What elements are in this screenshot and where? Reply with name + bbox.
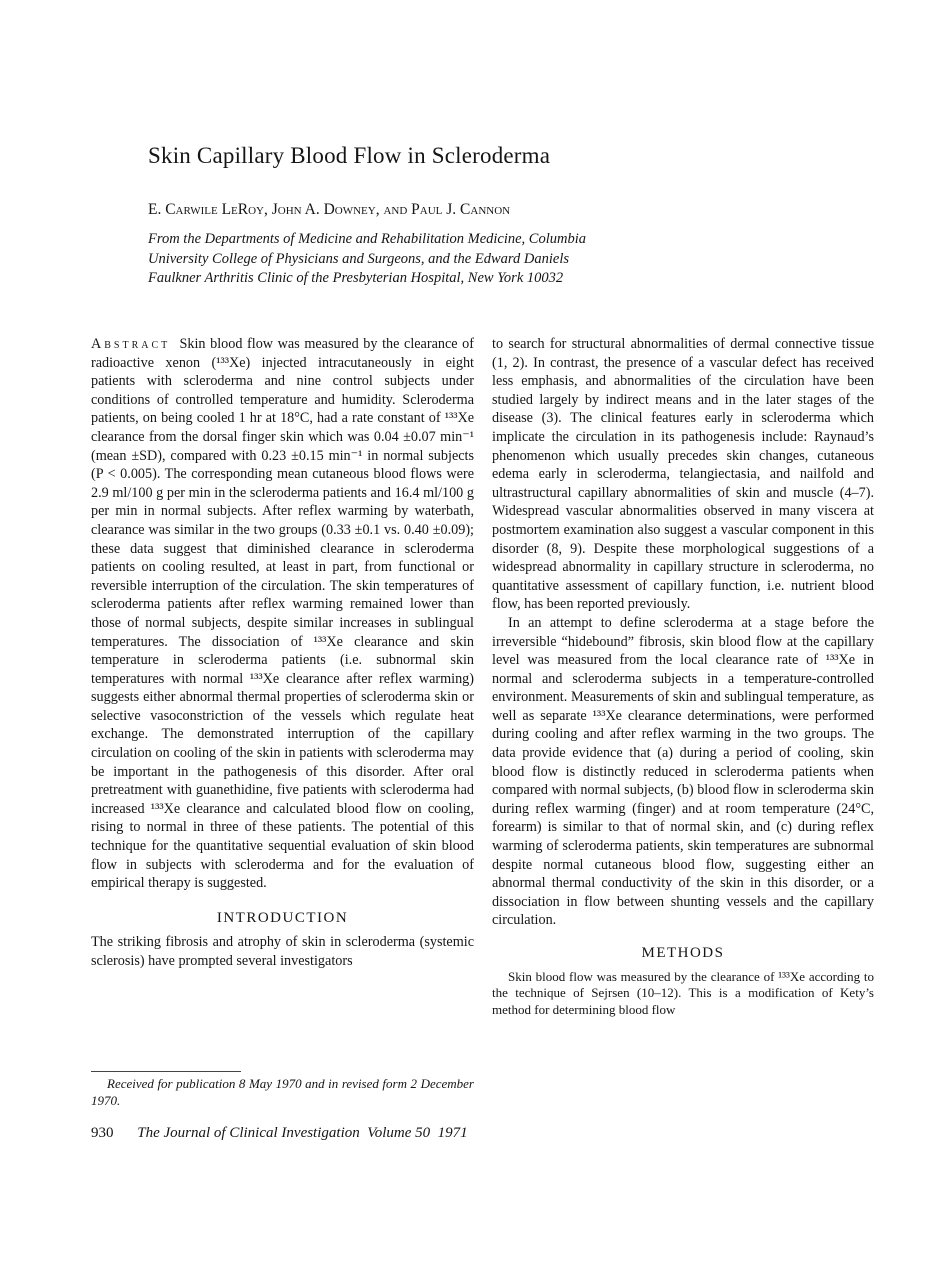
abstract-label: Abstract — [91, 336, 171, 352]
abstract-paragraph — [91, 335, 474, 893]
introduction-paragraph-2: In an attempt to define scleroderma at a stage before the irreversible “hidebound” fibrosis, skin blood flow at the capillary level was measured from the local clearance rate of ¹³³Xe in normal and scleroderma subjects in a temperature-controlled environment. Measurements of skin and sublingual temperature, as well as separate ¹³³Xe clearance determinations, were performed during cooling and after reflex warming in the two groups. The data provide evidence that (a) during a period of cooling, skin blood flow is distinctly reduced in scleroderma patients when compared with normal subjects, (b) blood flow in scleroderma skin during reflex warming (finger) and at room temperature (24°C, forearm) is similar to that of normal skin, and (c) during reflex warming of scleroderma patients, skin temperatures are subnormal despite normal cutaneous blood flow, suggesting either an abnormal thermal conductivity of the skin in this disorder, or a dissociation in flow between shunting vessels and the capillary circulation. — [492, 614, 874, 929]
article-title: Skin Capillary Blood Flow in Scleroderma — [148, 143, 551, 168]
abstract-text: Skin blood flow was measured by the clearance of radioactive xenon (¹³³Xe) injected intracutaneously in eight patients with scleroderma and nine control subjects under conditions of controlled temperature and humidity. Scleroderma patients, on being cooled 1 hr at 18°C, had a rate constant of ¹³³Xe clearance from the dorsal finger skin which was 0.04 ±0.07 min⁻¹ (mean ±SD), compared with 0.23 ±0.15 min⁻¹ in normal subjects (P < 0.005). The corresponding mean cutaneous blood flows were 2.9 ml/100 g per min in the scleroderma patients and 16.4 ml/100 g per min in normal subjects. After reflex warming by waterbath, clearance was similar in the two groups (0.33 ±0.1 vs. 0.40 ±0.09); these data suggest that diminished clearance in scleroderma patients on cooling resulted, at least in part, from functional or reversible interruption of the circulation. The skin temperatures of scleroderma patients after reflex warming remained lower than those of normal subjects, despite similar increases in sublingual temperatures. The dissociation of ¹³³Xe clearance and skin temperature in scleroderma patients (i.e. subnormal skin temperatures with normal ¹³³Xe clearance after reflex warming) suggests either abnormal thermal properties of scleroderma skin or selective vasoconstriction of the vessels which regulate heat exchange. The demonstrated interruption of the capillary circulation on cooling of the skin in patients with scleroderma may be important in the pathogenesis of this disorder. After oral pretreatment with guanethidine, five patients with scleroderma had increased ¹³³Xe clearance and calculated blood flow on cooling, rising to normal in three of these patients. The potential of this technique for the quantitative sequential evaluation of skin blood flow in subjects with scleroderma and for the evaluation of empirical therapy is suggested. — [91, 336, 474, 892]
methods-heading: METHODS — [641, 945, 725, 961]
methods-paragraph: Skin blood flow was measured by the clearance of ¹³³Xe according to the technique of Sejrsen (10–12). This is a modification of Kety’s method for determining blood flow — [492, 968, 874, 1017]
journal-citation: The Journal of Clinical Investigation Volume 50 1971 — [137, 1125, 468, 1141]
received-footnote: Received for publication 8 May 1970 and in revised form 2 December 1970. — [91, 1076, 474, 1108]
introduction-paragraph-continued: to search for structural abnormalities of dermal connective tissue (1, 2). In contrast, the presence of a vascular defect has received less emphasis, and abnormalities of the circulation have been studied largely by indirect means and in the later stages of the disease (3). The clinical features early in scleroderma which implicate the circulation in its pathogenesis include: Raynaud’s phenomenon which usually precedes skin changes, cutaneous edema early in scleroderma, telangiectasia, and nailfold and ultrastructural capillary abnormalities of skin and muscle (4–7). Widespread vascular abnormalities observed in many viscera at postmortem examination also suggest a vascular component in this disorder (8, 9). Despite these morphological suggestions of a widespread abnormality in capillary structure in scleroderma, no quantitative assessment of capillary function, i.e. nutrient blood flow, has been reported previously. — [492, 336, 874, 613]
left-column — [91, 335, 474, 971]
author-list: E. Carwile LeRoy, John A. Downey, and Paul J. Cannon — [148, 201, 511, 218]
introduction-paragraph-start: The striking fibrosis and atrophy of skin in scleroderma (systemic sclerosis) have prompted several investigators — [91, 934, 474, 969]
affiliation-line: Faulkner Arthritis Clinic of the Presbyterian Hospital, New York 10032 — [148, 270, 564, 286]
page-footer — [91, 1125, 468, 1142]
page-number: 930 — [91, 1125, 114, 1141]
affiliation-block — [148, 230, 668, 289]
footnote-rule — [91, 1071, 241, 1072]
right-column — [492, 335, 874, 1018]
introduction-heading: INTRODUCTION — [216, 909, 349, 926]
affiliation-line: University College of Physicians and Surgeons, and the Edward Daniels — [148, 250, 569, 267]
affiliation-line: From the Departments of Medicine and Rehabilitation Medicine, Columbia — [148, 231, 587, 247]
